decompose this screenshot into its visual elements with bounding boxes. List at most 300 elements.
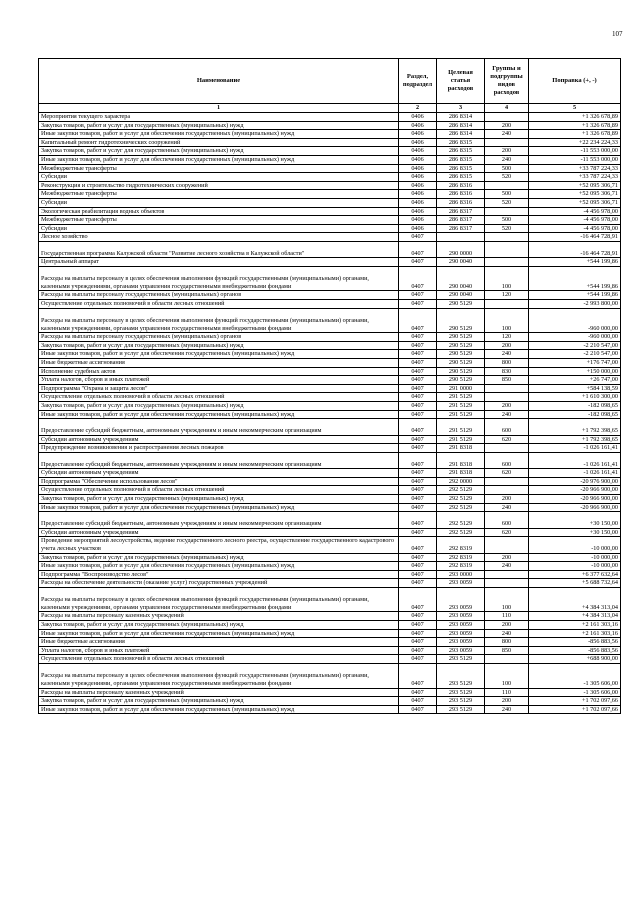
row-razdel-cell: 0407 xyxy=(399,494,437,503)
row-name-cell: Уплата налогов, сборов и иных платежей xyxy=(39,376,399,385)
row-vid-cell: 100 xyxy=(485,266,529,291)
row-razdel-cell: 0406 xyxy=(399,138,437,147)
row-amount-cell: +33 787 224,33 xyxy=(529,164,621,173)
row-amount-cell: +30 150,00 xyxy=(529,512,621,528)
row-statya-cell: 293 0059 xyxy=(437,646,485,655)
row-name-cell: Капитальный ремонт гидротехнических сооружений xyxy=(39,138,399,147)
row-statya-cell: 292 5129 xyxy=(437,494,485,503)
row-statya-cell: 292 0000 xyxy=(437,477,485,486)
table-row xyxy=(39,452,621,468)
row-vid-cell: 200 xyxy=(485,494,529,503)
row-vid-cell xyxy=(485,384,529,393)
row-statya-cell: 292 5129 xyxy=(437,486,485,495)
row-name-cell: Субсидии xyxy=(39,198,399,207)
row-razdel-cell: 0407 xyxy=(399,655,437,664)
row-razdel-cell: 0407 xyxy=(399,579,437,588)
row-name-cell: Расходы на выплаты персоналу в целях обеспечения выполнения функций государственными (муниципальными) органами, казенными учреждениями, органами управления государственными внебюджетными фондами xyxy=(39,308,399,333)
row-razdel-cell: 0406 xyxy=(399,130,437,139)
table-row xyxy=(39,512,621,528)
row-statya-cell: 292 8319 xyxy=(437,553,485,562)
row-name-cell: Расходы на выплаты персоналу казенных учреждений xyxy=(39,688,399,697)
row-razdel-cell: 0407 xyxy=(399,587,437,612)
budget-amendments-table xyxy=(38,58,621,714)
row-name-cell: Проведение мероприятий лесоустройства, ведение государственного лесного реестра, осуществление государственного кадастрового учета лесных участков xyxy=(39,537,399,553)
table-row xyxy=(39,233,621,242)
row-razdel-cell: 0407 xyxy=(399,233,437,242)
row-vid-cell: 200 xyxy=(485,341,529,350)
row-amount-cell: -16 464 728,91 xyxy=(529,233,621,242)
row-amount-cell: -2 993 800,00 xyxy=(529,300,621,309)
row-vid-cell: 800 xyxy=(485,359,529,368)
row-vid-cell xyxy=(485,207,529,216)
row-vid-cell xyxy=(485,655,529,664)
table-row xyxy=(39,402,621,411)
row-name-cell: Уплата налогов, сборов и иных платежей xyxy=(39,646,399,655)
col-index: 2 xyxy=(399,104,437,113)
row-name-cell: Предупреждение возникновения и распространения лесных пожаров xyxy=(39,444,399,453)
table-row xyxy=(39,646,621,655)
row-vid-cell xyxy=(485,258,529,267)
row-razdel-cell: 0407 xyxy=(399,452,437,468)
row-name-cell: Центральный аппарат xyxy=(39,258,399,267)
row-name-cell: Закупка товаров, работ и услуг для государственных (муниципальных) нужд xyxy=(39,553,399,562)
row-name-cell: Исполнение судебных актов xyxy=(39,367,399,376)
row-name-cell: Закупка товаров, работ и услуг для государственных (муниципальных) нужд xyxy=(39,697,399,706)
row-vid-cell: 520 xyxy=(485,198,529,207)
row-amount-cell: -20 976 900,00 xyxy=(529,477,621,486)
row-amount-cell: -11 553 000,00 xyxy=(529,155,621,164)
row-vid-cell xyxy=(485,570,529,579)
row-statya-cell: 293 5129 xyxy=(437,697,485,706)
table-row xyxy=(39,705,621,714)
row-name-cell: Предоставление субсидий бюджетным, автономным учреждениям и иным некоммерческим организациям xyxy=(39,512,399,528)
row-amount-cell: -4 456 978,00 xyxy=(529,216,621,225)
table-row xyxy=(39,216,621,225)
row-razdel-cell: 0406 xyxy=(399,173,437,182)
row-name-cell: Расходы на выплаты персоналу государственных (муниципальных) органов xyxy=(39,291,399,300)
row-name-cell: Предоставление субсидий бюджетным, автономным учреждениям и иным некоммерческим организациям xyxy=(39,419,399,435)
table-row xyxy=(39,494,621,503)
table-row xyxy=(39,300,621,309)
row-name-cell: Лесное хозяйство xyxy=(39,233,399,242)
row-razdel-cell: 0407 xyxy=(399,612,437,621)
row-amount-cell: +52 095 306,71 xyxy=(529,198,621,207)
row-statya-cell: 286 8316 xyxy=(437,198,485,207)
table-row xyxy=(39,164,621,173)
col-index: 1 xyxy=(39,104,399,113)
row-amount-cell: +688 900,00 xyxy=(529,655,621,664)
row-statya-cell: 286 8315 xyxy=(437,147,485,156)
row-amount-cell: -856 883,56 xyxy=(529,638,621,647)
table-row xyxy=(39,477,621,486)
row-vid-cell: 240 xyxy=(485,705,529,714)
row-statya-cell: 286 8316 xyxy=(437,190,485,199)
row-amount-cell: +1 702 097,66 xyxy=(529,705,621,714)
row-vid-cell: 500 xyxy=(485,216,529,225)
row-name-cell: Государственная программа Калужской области "Развитие лесного хозяйства в Калужской области" xyxy=(39,241,399,257)
row-razdel-cell: 0407 xyxy=(399,562,437,571)
row-razdel-cell: 0407 xyxy=(399,402,437,411)
row-name-cell: Иные закупки товаров, работ и услуг для обеспечения государственных (муниципальных) нужд xyxy=(39,503,399,512)
row-name-cell: Межбюджетные трансферты xyxy=(39,190,399,199)
row-amount-cell: +150 000,00 xyxy=(529,367,621,376)
row-razdel-cell: 0407 xyxy=(399,629,437,638)
row-vid-cell: 200 xyxy=(485,121,529,130)
table-row xyxy=(39,638,621,647)
row-name-cell: Осуществление отдельных полномочий в области лесных отношений xyxy=(39,300,399,309)
row-vid-cell: 200 xyxy=(485,697,529,706)
column-index-row xyxy=(39,104,621,113)
table-row xyxy=(39,291,621,300)
row-vid-cell: 600 xyxy=(485,419,529,435)
table-row xyxy=(39,207,621,216)
row-vid-cell xyxy=(485,537,529,553)
row-vid-cell: 240 xyxy=(485,562,529,571)
row-vid-cell: 240 xyxy=(485,155,529,164)
row-amount-cell: +33 787 224,33 xyxy=(529,173,621,182)
row-statya-cell: 286 8315 xyxy=(437,164,485,173)
row-amount-cell: -20 966 900,00 xyxy=(529,494,621,503)
row-amount-cell: -1 305 606,00 xyxy=(529,664,621,689)
row-vid-cell: 520 xyxy=(485,224,529,233)
row-razdel-cell: 0406 xyxy=(399,164,437,173)
row-statya-cell: 291 0000 xyxy=(437,384,485,393)
table-row xyxy=(39,579,621,588)
row-name-cell: Осуществление отдельных полномочий в области лесных отношений xyxy=(39,655,399,664)
row-vid-cell: 620 xyxy=(485,435,529,444)
row-statya-cell: 293 5129 xyxy=(437,664,485,689)
row-vid-cell: 240 xyxy=(485,503,529,512)
row-amount-cell: +544 199,86 xyxy=(529,291,621,300)
row-statya-cell: 293 5129 xyxy=(437,705,485,714)
row-razdel-cell: 0407 xyxy=(399,308,437,333)
row-razdel-cell: 0406 xyxy=(399,190,437,199)
table-row xyxy=(39,612,621,621)
row-name-cell: Подпрограмма "Обеспечение использования лесов" xyxy=(39,477,399,486)
row-vid-cell xyxy=(485,444,529,453)
row-razdel-cell: 0407 xyxy=(399,664,437,689)
row-razdel-cell: 0407 xyxy=(399,528,437,537)
row-name-cell: Иные закупки товаров, работ и услуг для обеспечения государственных (муниципальных) нужд xyxy=(39,562,399,571)
row-statya-cell: 286 8314 xyxy=(437,121,485,130)
row-amount-cell: +1 792 398,65 xyxy=(529,419,621,435)
row-statya-cell: 293 0059 xyxy=(437,579,485,588)
row-amount-cell: -20 966 900,00 xyxy=(529,503,621,512)
row-vid-cell: 240 xyxy=(485,350,529,359)
row-amount-cell: -16 464 728,91 xyxy=(529,241,621,257)
row-name-cell: Закупка товаров, работ и услуг для государственных (муниципальных) нужд xyxy=(39,121,399,130)
page-number: 107 xyxy=(612,30,623,38)
table-row xyxy=(39,308,621,333)
row-vid-cell xyxy=(485,393,529,402)
table-row xyxy=(39,537,621,553)
row-vid-cell xyxy=(485,241,529,257)
row-vid-cell: 120 xyxy=(485,333,529,342)
row-vid-cell: 110 xyxy=(485,612,529,621)
row-statya-cell: 290 5129 xyxy=(437,341,485,350)
row-vid-cell: 620 xyxy=(485,469,529,478)
row-razdel-cell: 0407 xyxy=(399,393,437,402)
row-statya-cell: 290 5129 xyxy=(437,300,485,309)
row-statya-cell: 286 8317 xyxy=(437,216,485,225)
row-statya-cell: 286 8315 xyxy=(437,155,485,164)
row-razdel-cell: 0406 xyxy=(399,216,437,225)
row-amount-cell: -2 210 547,00 xyxy=(529,341,621,350)
header-vidy: Группы и подгруппы видов расходов xyxy=(485,59,529,104)
row-statya-cell: 293 5129 xyxy=(437,655,485,664)
row-amount-cell: -960 000,00 xyxy=(529,308,621,333)
row-name-cell: Иные бюджетные ассигнования xyxy=(39,638,399,647)
table-row xyxy=(39,333,621,342)
row-statya-cell: 293 5129 xyxy=(437,688,485,697)
row-name-cell: Закупка товаров, работ и услуг для государственных (муниципальных) нужд xyxy=(39,494,399,503)
row-statya-cell: 286 8315 xyxy=(437,138,485,147)
row-vid-cell: 600 xyxy=(485,452,529,468)
table-header-row xyxy=(39,59,621,104)
row-amount-cell: -10 000,00 xyxy=(529,562,621,571)
row-name-cell: Иные бюджетные ассигнования xyxy=(39,359,399,368)
row-name-cell: Закупка товаров, работ и услуг для государственных (муниципальных) нужд xyxy=(39,147,399,156)
row-statya-cell: 291 5129 xyxy=(437,419,485,435)
row-statya-cell: 293 0059 xyxy=(437,612,485,621)
row-razdel-cell: 0407 xyxy=(399,300,437,309)
row-name-cell: Иные закупки товаров, работ и услуг для обеспечения государственных (муниципальных) нужд xyxy=(39,130,399,139)
row-razdel-cell: 0407 xyxy=(399,410,437,419)
row-vid-cell: 850 xyxy=(485,646,529,655)
row-vid-cell: 500 xyxy=(485,164,529,173)
row-statya-cell: 292 5129 xyxy=(437,528,485,537)
row-amount-cell: +30 150,00 xyxy=(529,528,621,537)
row-name-cell: Подпрограмма "Охрана и защита лесов" xyxy=(39,384,399,393)
table-row xyxy=(39,258,621,267)
row-vid-cell: 240 xyxy=(485,130,529,139)
row-razdel-cell: 0406 xyxy=(399,224,437,233)
row-name-cell: Реконструкция и строительство гидротехнических сооружений xyxy=(39,181,399,190)
row-name-cell: Иные закупки товаров, работ и услуг для обеспечения государственных (муниципальных) нужд xyxy=(39,350,399,359)
row-amount-cell: -2 210 547,00 xyxy=(529,350,621,359)
row-vid-cell: 240 xyxy=(485,410,529,419)
table-row xyxy=(39,393,621,402)
row-razdel-cell: 0407 xyxy=(399,241,437,257)
row-razdel-cell: 0407 xyxy=(399,638,437,647)
row-name-cell: Субсидии xyxy=(39,173,399,182)
row-vid-cell: 200 xyxy=(485,147,529,156)
row-razdel-cell: 0407 xyxy=(399,350,437,359)
row-razdel-cell: 0407 xyxy=(399,266,437,291)
row-statya-cell: 290 5129 xyxy=(437,367,485,376)
table-row xyxy=(39,688,621,697)
row-statya-cell: 286 8314 xyxy=(437,113,485,122)
header-name: Наименование xyxy=(39,59,399,104)
row-amount-cell: -182 098,65 xyxy=(529,410,621,419)
table-row xyxy=(39,697,621,706)
row-amount-cell: -1 026 161,41 xyxy=(529,469,621,478)
row-amount-cell: -856 883,56 xyxy=(529,646,621,655)
table-row xyxy=(39,469,621,478)
row-vid-cell xyxy=(485,579,529,588)
table-row xyxy=(39,121,621,130)
row-name-cell: Закупка товаров, работ и услуг для государственных (муниципальных) нужд xyxy=(39,402,399,411)
row-vid-cell: 110 xyxy=(485,688,529,697)
table-body xyxy=(39,113,621,714)
row-statya-cell: 292 5129 xyxy=(437,512,485,528)
row-vid-cell: 600 xyxy=(485,512,529,528)
row-statya-cell: 290 5129 xyxy=(437,308,485,333)
row-vid-cell: 850 xyxy=(485,376,529,385)
table-row xyxy=(39,224,621,233)
table-row xyxy=(39,266,621,291)
row-statya-cell: 290 0000 xyxy=(437,241,485,257)
row-amount-cell: -4 456 978,00 xyxy=(529,207,621,216)
row-razdel-cell: 0406 xyxy=(399,181,437,190)
row-amount-cell: +544 199,86 xyxy=(529,258,621,267)
row-statya-cell: 290 5129 xyxy=(437,350,485,359)
table-row xyxy=(39,621,621,630)
row-name-cell: Предоставление субсидий бюджетным, автономным учреждениям и иным некоммерческим организациям xyxy=(39,452,399,468)
row-razdel-cell: 0407 xyxy=(399,646,437,655)
row-amount-cell: -1 026 161,41 xyxy=(529,444,621,453)
row-razdel-cell: 0407 xyxy=(399,537,437,553)
row-razdel-cell: 0407 xyxy=(399,367,437,376)
row-razdel-cell: 0406 xyxy=(399,155,437,164)
row-name-cell: Иные закупки товаров, работ и услуг для обеспечения государственных (муниципальных) нужд xyxy=(39,705,399,714)
table-row xyxy=(39,367,621,376)
table-row xyxy=(39,410,621,419)
row-razdel-cell: 0407 xyxy=(399,705,437,714)
row-vid-cell xyxy=(485,233,529,242)
table-row xyxy=(39,486,621,495)
table-row xyxy=(39,444,621,453)
table-row xyxy=(39,419,621,435)
table-row xyxy=(39,350,621,359)
row-vid-cell: 200 xyxy=(485,621,529,630)
row-name-cell: Расходы на выплаты персоналу казенных учреждений xyxy=(39,612,399,621)
row-vid-cell: 830 xyxy=(485,367,529,376)
table-row xyxy=(39,503,621,512)
row-amount-cell: +176 747,00 xyxy=(529,359,621,368)
table-row xyxy=(39,384,621,393)
row-vid-cell: 500 xyxy=(485,190,529,199)
row-name-cell: Субсидии автономным учреждениям xyxy=(39,469,399,478)
row-vid-cell: 620 xyxy=(485,528,529,537)
row-amount-cell: +52 095 306,71 xyxy=(529,181,621,190)
row-amount-cell: -182 098,65 xyxy=(529,402,621,411)
row-vid-cell: 100 xyxy=(485,587,529,612)
row-statya-cell: 290 5129 xyxy=(437,359,485,368)
row-statya-cell: 293 0059 xyxy=(437,629,485,638)
row-name-cell: Иные закупки товаров, работ и услуг для обеспечения государственных (муниципальных) нужд xyxy=(39,629,399,638)
row-amount-cell: +1 610 300,00 xyxy=(529,393,621,402)
table-row xyxy=(39,587,621,612)
row-statya-cell: 291 8318 xyxy=(437,444,485,453)
row-vid-cell: 800 xyxy=(485,638,529,647)
row-amount-cell: -4 456 978,00 xyxy=(529,224,621,233)
row-statya-cell: 286 8315 xyxy=(437,173,485,182)
row-amount-cell: +4 384 313,04 xyxy=(529,587,621,612)
row-name-cell: Субсидии автономным учреждениям xyxy=(39,528,399,537)
table-row xyxy=(39,181,621,190)
row-razdel-cell: 0406 xyxy=(399,207,437,216)
row-razdel-cell: 0406 xyxy=(399,113,437,122)
row-vid-cell: 100 xyxy=(485,664,529,689)
row-razdel-cell: 0407 xyxy=(399,486,437,495)
row-name-cell: Мероприятия текущего характера xyxy=(39,113,399,122)
table-row xyxy=(39,130,621,139)
row-name-cell: Расходы на выплаты персоналу в целях обеспечения выполнения функций государственными (муниципальными) органами, казенными учреждениями, органами управления государственными внебюджетными фондами xyxy=(39,266,399,291)
row-name-cell: Иные закупки товаров, работ и услуг для обеспечения государственных (муниципальных) нужд xyxy=(39,410,399,419)
col-index: 4 xyxy=(485,104,529,113)
row-statya-cell: 290 0040 xyxy=(437,266,485,291)
row-statya-cell: 290 0040 xyxy=(437,258,485,267)
header-popravka: Поправка (+, -) xyxy=(529,59,621,104)
row-amount-cell: +1 326 678,89 xyxy=(529,113,621,122)
row-name-cell: Закупка товаров, работ и услуг для государственных (муниципальных) нужд xyxy=(39,341,399,350)
table-row xyxy=(39,562,621,571)
row-statya-cell: 293 0059 xyxy=(437,621,485,630)
row-name-cell: Иные закупки товаров, работ и услуг для обеспечения государственных (муниципальных) нужд xyxy=(39,155,399,164)
row-amount-cell: +2 161 303,16 xyxy=(529,621,621,630)
row-razdel-cell: 0407 xyxy=(399,258,437,267)
row-razdel-cell: 0407 xyxy=(399,503,437,512)
row-razdel-cell: 0406 xyxy=(399,147,437,156)
row-amount-cell: +26 747,00 xyxy=(529,376,621,385)
row-statya-cell: 290 5129 xyxy=(437,333,485,342)
row-amount-cell: +22 234 224,33 xyxy=(529,138,621,147)
row-razdel-cell: 0407 xyxy=(399,553,437,562)
row-amount-cell: +1 326 678,89 xyxy=(529,121,621,130)
row-vid-cell xyxy=(485,300,529,309)
row-vid-cell xyxy=(485,477,529,486)
row-amount-cell: -960 000,00 xyxy=(529,333,621,342)
row-amount-cell: -10 000,00 xyxy=(529,553,621,562)
row-razdel-cell: 0407 xyxy=(399,621,437,630)
col-index: 3 xyxy=(437,104,485,113)
row-razdel-cell: 0407 xyxy=(399,697,437,706)
row-name-cell: Расходы на выплаты персоналу в целях обеспечения выполнения функций государственными (муниципальными) органами, казенными учреждениями, органами управления государственными внебюджетными фондами xyxy=(39,664,399,689)
col-index: 5 xyxy=(529,104,621,113)
row-razdel-cell: 0407 xyxy=(399,570,437,579)
row-name-cell: Расходы на выплаты персоналу в целях обеспечения выполнения функций государственными (муниципальными) органами, казенными учреждениями, органами управления государственными внебюджетными фондами xyxy=(39,587,399,612)
row-statya-cell: 291 5129 xyxy=(437,410,485,419)
row-amount-cell: -1 305 606,00 xyxy=(529,688,621,697)
table-row xyxy=(39,113,621,122)
header-statya: Целевая статья расходов xyxy=(437,59,485,104)
table-row xyxy=(39,138,621,147)
header-razdel: Раздел, подраздел xyxy=(399,59,437,104)
row-vid-cell xyxy=(485,181,529,190)
row-amount-cell: +1 326 678,89 xyxy=(529,130,621,139)
row-statya-cell: 286 8314 xyxy=(437,130,485,139)
row-statya-cell: 291 5129 xyxy=(437,402,485,411)
table-row xyxy=(39,528,621,537)
table-row xyxy=(39,241,621,257)
table-row xyxy=(39,359,621,368)
row-razdel-cell: 0407 xyxy=(399,469,437,478)
table-row xyxy=(39,341,621,350)
table-row xyxy=(39,629,621,638)
row-name-cell: Экологическая реабилитация водных объектов xyxy=(39,207,399,216)
row-amount-cell: +6 377 632,64 xyxy=(529,570,621,579)
row-statya-cell: 293 0059 xyxy=(437,587,485,612)
row-name-cell: Осуществление отдельных полномочий в области лесных отношений xyxy=(39,393,399,402)
row-statya-cell: 292 5129 xyxy=(437,503,485,512)
row-razdel-cell: 0407 xyxy=(399,688,437,697)
table-row xyxy=(39,155,621,164)
row-amount-cell: -1 026 161,41 xyxy=(529,452,621,468)
row-name-cell: Субсидии xyxy=(39,224,399,233)
row-name-cell: Закупка товаров, работ и услуг для государственных (муниципальных) нужд xyxy=(39,621,399,630)
row-name-cell: Межбюджетные трансферты xyxy=(39,216,399,225)
